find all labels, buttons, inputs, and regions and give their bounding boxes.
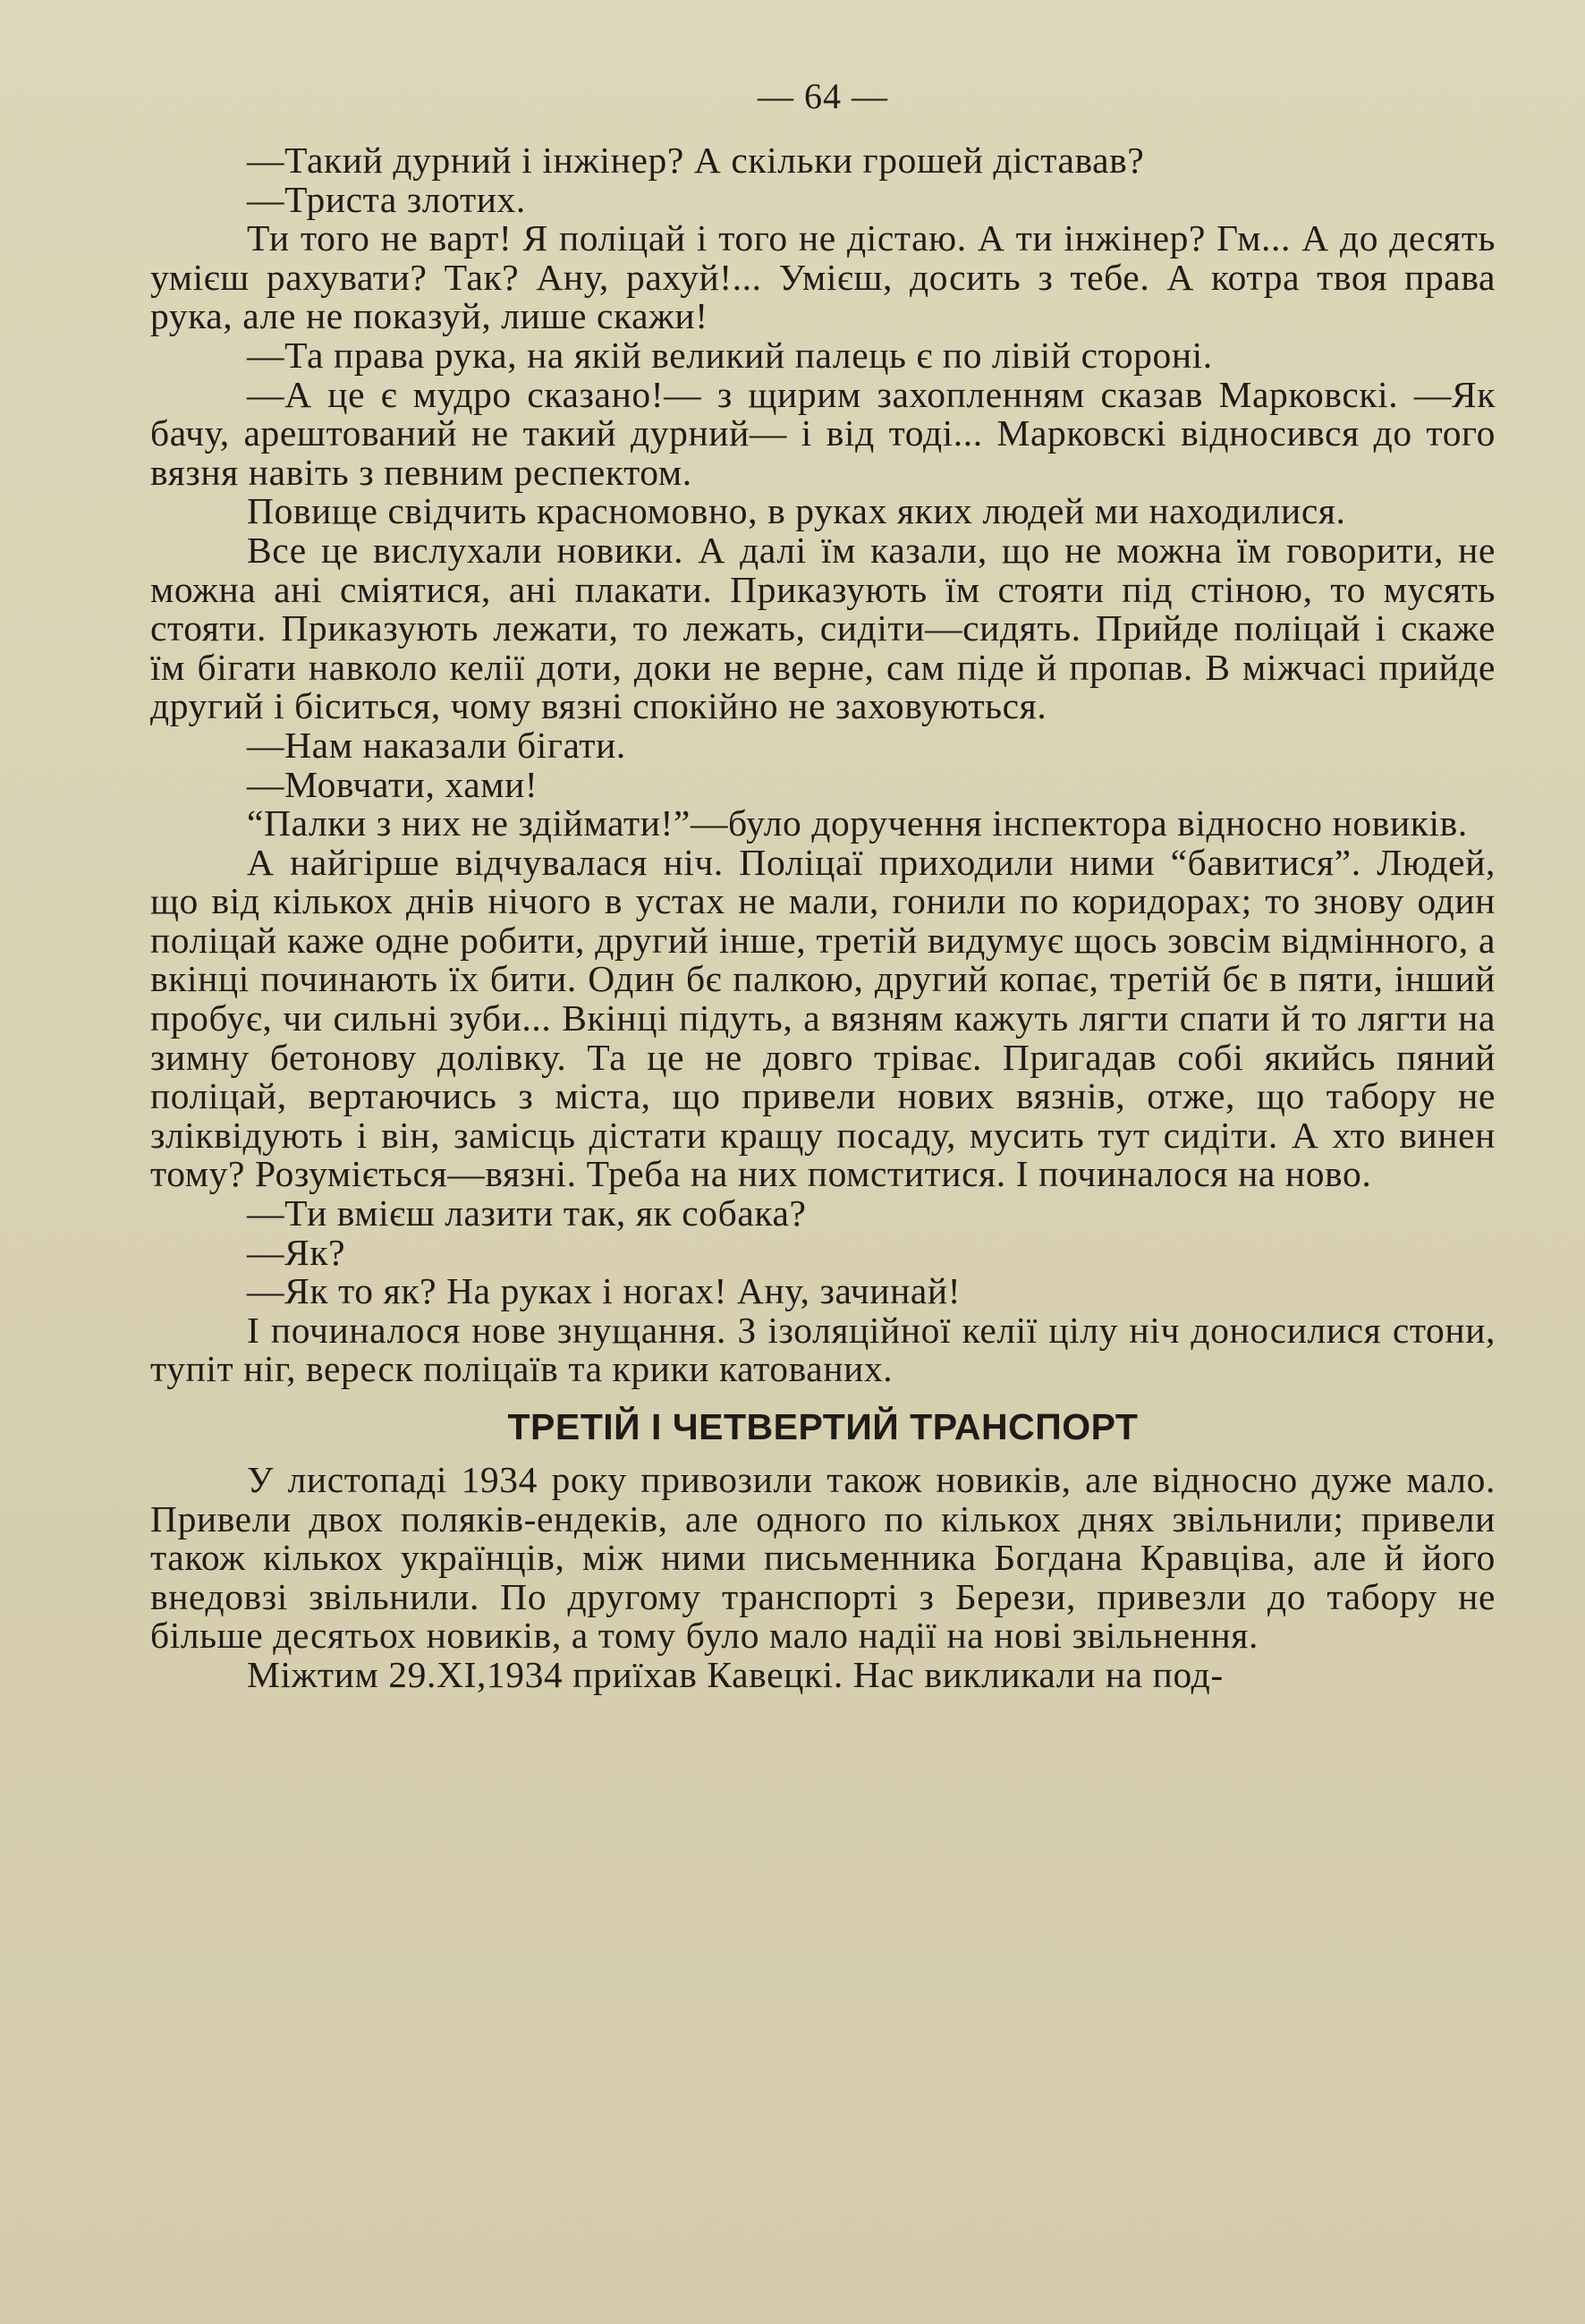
paragraph: —Як? [247,1231,346,1273]
paragraph: —Такий дурний і інжінер? А скільки грошей діставав? [247,140,1145,181]
paragraph: У листопаді 1934 року привозили також новиків, але відносно дуже мало. Привели двох поляків-ендеків, але одного по кількох днях звільнили; привели також кількох українців, між ними письменника Богдана Кравціва, але й його внедовзі звільнили. По другому транспорті з Берези, привезли до табору не більше десятьох новиків, а тому було мало надії на нові звільнення. [150,1459,1496,1657]
paragraph: І починалося нове знущання. З ізоляційної келії цілу ніч доносилися стони, тупіт ніг, вереск поліцаїв та крики катованих. [150,1309,1496,1390]
paragraph: —Як то як? На руках і ногах! Ану, зачинай! [247,1270,962,1312]
paragraph: Все це вислухали новики. А далі їм казали, що не можна їм говорити, не можна ані сміятися, ані плакати. Приказують їм стояти під стіною, то мусять стояти. Приказують лежати, то лежать, сидіти—сидять. Прийде поліцай і скаже їм бігати навколо келії доти, доки не верне, сам піде й пропав. В міжчасі прийде другий і біситься, чому вязні спокійно не заховуються. [150,529,1496,727]
paragraph: Ти того не варт! Я поліцай і того не дістаю. А ти інжінер? Гм... А до десять умієш рахувати? Так? Ану, рахуй!... Умієш, досить з тебе. А котра твоя права рука, але не показуй, лише скажи! [150,217,1496,337]
paragraph: —Нам наказали бігати. [247,724,626,766]
page-number: — 64 — [758,76,888,116]
paragraph: —Та права рука, на якій великий палець є по лівій стороні. [247,334,1213,376]
section-title: ТРЕТІЙ І ЧЕТВЕРТИЙ ТРАНСПОРТ [507,1406,1139,1447]
paragraph: —Ти вмієш лазити так, як собака? [247,1192,807,1234]
paragraph: А найгірше відчувалася ніч. Поліцаї приходили ними “бавитися”. Людей, що від кількох днів нічого в устах не мали, гонили по коридорах; то знову один поліцай каже одне робити, другий інше, третій видумує щось зовсім відмінного, а вкінці починають їх бити. Один бє палкою, другий копає, третій бє в пяти, інший пробує, чи сильні зуби... Вкінці підуть, а вязням кажуть лягти спати й то лягти на зимну бетонову долівку. Та це не довго тріває. Пригадав собі якийсь пяний поліцай, вертаючись з міста, що привели нових вязнів, отже, що табору не зліквідують і він, замісць дістати кращу посаду, мусить тут сидіти. А хто винен тому? Розуміється—вязні. Треба на них помститися. І починалося на ново. [150,841,1496,1195]
paragraph: Повище свідчить красномовно, в руках яких людей ми находилися. [247,490,1346,532]
paragraph: —Мовчати, хами! [247,763,538,805]
paragraph: Міжтим 29.XI,1934 приїхав Кавецкі. Нас викликали на под- [247,1653,1224,1695]
paragraph: —А це є мудро сказано!— з щирим захопленням сказав Марковскі. —Як бачу, арештований не такий дурний— і від тоді... Марковскі відносився до того вязня навіть з певним респектом. [150,373,1496,493]
paragraph: “Палки з них не здіймати!”—було доручення інспектора відносно новиків. [247,802,1468,844]
body-text [150,141,1496,1695]
paragraph: —Триста злотих. [247,178,526,220]
